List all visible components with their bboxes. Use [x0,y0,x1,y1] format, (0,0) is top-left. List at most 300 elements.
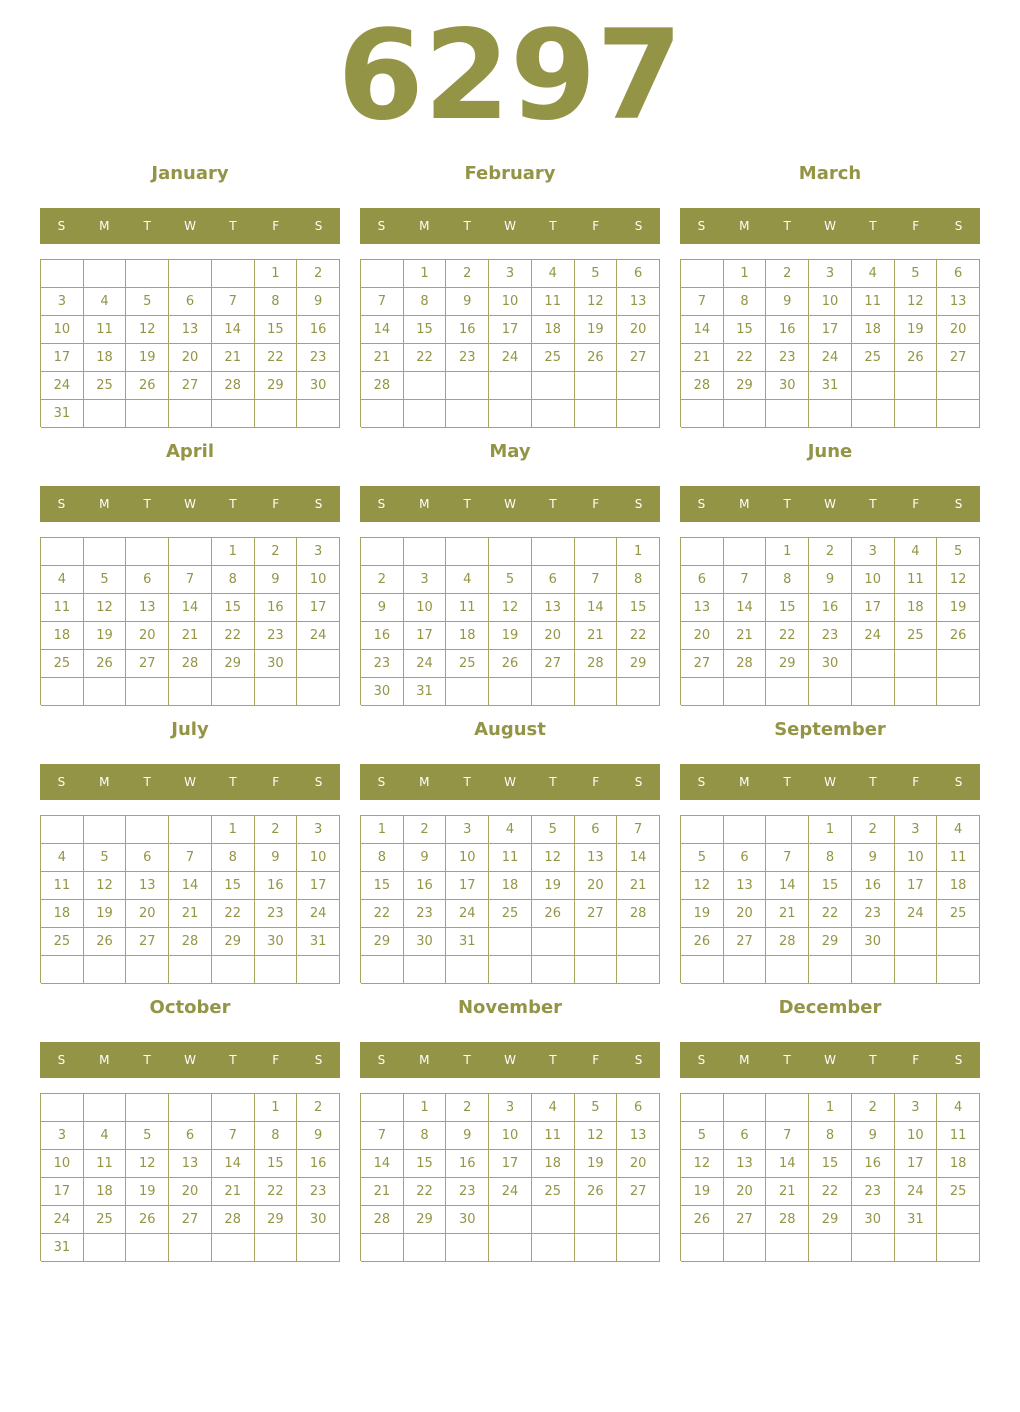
weekday-label: F [592,219,600,233]
day-cell: 12 [126,1150,169,1178]
empty-day-cell [126,678,169,706]
empty-day-cell [126,538,169,566]
day-cell: 3 [489,1094,532,1122]
empty-day-cell [446,400,489,428]
day-cell: 14 [169,594,212,622]
day-cell: 18 [41,622,84,650]
day-cell: 15 [212,594,255,622]
day-cell: 5 [681,1122,724,1150]
empty-day-cell [489,1234,532,1262]
day-cell: 10 [489,1122,532,1150]
day-cell: 27 [724,928,767,956]
empty-day-cell [532,678,575,706]
day-cell: 6 [724,1122,767,1150]
weekday-label: S [954,497,963,511]
day-cell: 17 [297,594,340,622]
day-cell: 25 [41,928,84,956]
day-cell: 3 [297,816,340,844]
day-cell: 29 [212,928,255,956]
month-name: March [798,163,862,184]
empty-day-cell [532,1234,575,1262]
weekday-label: S [377,497,386,511]
day-cell: 17 [489,316,532,344]
day-cell: 8 [212,566,255,594]
day-cell: 3 [895,816,938,844]
empty-day-cell [404,956,447,984]
day-cell: 20 [937,316,980,344]
day-cell: 5 [681,844,724,872]
day-cell: 15 [809,1150,852,1178]
weekday-header [40,208,340,244]
day-cell: 3 [446,816,489,844]
day-cell: 6 [681,566,724,594]
day-cell: 20 [126,622,169,650]
weekday-label: W [504,219,516,233]
day-cell: 16 [255,872,298,900]
day-cell: 2 [404,816,447,844]
empty-day-cell [169,1234,212,1262]
empty-day-cell [84,678,127,706]
weekday-label: M [739,1053,750,1067]
day-cell: 28 [361,372,404,400]
month-january [40,162,340,432]
empty-day-cell [126,260,169,288]
day-cell: 25 [895,622,938,650]
month-name: January [151,163,229,184]
day-cell: 31 [895,1206,938,1234]
empty-day-cell [84,1094,127,1122]
empty-day-cell [681,678,724,706]
day-cell: 17 [809,316,852,344]
day-cell: 11 [852,288,895,316]
day-cell: 23 [446,344,489,372]
day-cell: 16 [255,594,298,622]
empty-day-cell [895,956,938,984]
day-cell: 8 [404,288,447,316]
empty-day-cell [895,928,938,956]
month-september [680,718,980,988]
day-cell: 25 [937,900,980,928]
empty-day-cell [724,956,767,984]
weekday-label: W [184,219,196,233]
empty-day-cell [852,1234,895,1262]
weekday-label: M [99,775,110,789]
day-cell: 17 [404,622,447,650]
day-cell: 12 [84,594,127,622]
empty-day-cell [532,372,575,400]
empty-day-cell [809,400,852,428]
day-cell: 11 [532,288,575,316]
day-cell: 9 [404,844,447,872]
day-cell: 2 [852,816,895,844]
weekday-label: W [824,1053,836,1067]
day-cell: 11 [84,316,127,344]
empty-day-cell [809,956,852,984]
month-november [360,996,660,1266]
empty-day-cell [766,956,809,984]
day-cell: 19 [489,622,532,650]
day-cell: 4 [532,260,575,288]
day-cell: 22 [809,1178,852,1206]
day-cell: 15 [809,872,852,900]
day-cell: 19 [84,622,127,650]
empty-day-cell [404,538,447,566]
empty-day-cell [361,538,404,566]
day-cell: 4 [937,1094,980,1122]
day-cell: 21 [766,1178,809,1206]
day-cell: 27 [169,1206,212,1234]
day-cell: 22 [255,344,298,372]
month-name: September [774,719,886,740]
day-cell: 25 [489,900,532,928]
weekday-label: S [314,497,323,511]
day-cell: 7 [575,566,618,594]
day-cell: 14 [766,1150,809,1178]
weekday-header [40,764,340,800]
day-cell: 28 [766,1206,809,1234]
day-cell: 23 [404,900,447,928]
day-cell: 8 [617,566,660,594]
weekday-label: W [504,775,516,789]
day-cell: 19 [532,872,575,900]
day-cell: 26 [126,1206,169,1234]
day-cell: 19 [681,1178,724,1206]
weekday-label: S [314,775,323,789]
weekday-label: W [184,775,196,789]
day-cell: 14 [169,872,212,900]
empty-day-cell [852,956,895,984]
weekday-label: S [57,497,66,511]
empty-day-cell [724,678,767,706]
day-cell: 10 [297,844,340,872]
empty-day-cell [489,956,532,984]
day-cell: 19 [895,316,938,344]
weekday-label: F [272,497,280,511]
day-cell: 27 [617,1178,660,1206]
empty-day-cell [766,678,809,706]
weekday-label: S [697,497,706,511]
day-cell: 17 [852,594,895,622]
empty-day-cell [84,260,127,288]
weekday-label: T [783,497,791,511]
empty-day-cell [532,1206,575,1234]
day-cell: 25 [852,344,895,372]
day-cell: 13 [169,1150,212,1178]
day-cell: 14 [766,872,809,900]
day-cell: 4 [532,1094,575,1122]
day-cell: 25 [84,1206,127,1234]
day-cell: 14 [575,594,618,622]
day-cell: 26 [489,650,532,678]
day-cell: 18 [532,1150,575,1178]
day-cell: 21 [617,872,660,900]
day-cell: 12 [84,872,127,900]
empty-day-cell [532,538,575,566]
weekday-label: M [739,497,750,511]
day-cell: 8 [404,1122,447,1150]
day-cell: 4 [852,260,895,288]
day-cell: 19 [681,900,724,928]
empty-day-cell [255,956,298,984]
empty-day-cell [681,956,724,984]
day-cell: 18 [446,622,489,650]
empty-day-cell [489,400,532,428]
day-cell: 11 [446,594,489,622]
empty-day-cell [681,400,724,428]
day-cell: 23 [297,1178,340,1206]
day-cell: 7 [361,1122,404,1150]
day-cell: 18 [489,872,532,900]
day-cell: 22 [404,344,447,372]
month-august [360,718,660,988]
day-cell: 2 [255,816,298,844]
day-cell: 16 [361,622,404,650]
weekday-label: T [783,219,791,233]
weekday-label: F [592,775,600,789]
month-name: July [171,719,209,740]
day-cell: 5 [126,288,169,316]
day-cell: 25 [84,372,127,400]
weekday-label: T [143,497,151,511]
empty-day-cell [84,400,127,428]
day-grid [360,815,660,983]
day-cell: 3 [809,260,852,288]
day-cell: 20 [169,344,212,372]
day-cell: 17 [895,872,938,900]
day-cell: 27 [126,650,169,678]
empty-day-cell [169,260,212,288]
day-cell: 30 [852,928,895,956]
day-cell: 14 [212,1150,255,1178]
day-cell: 16 [404,872,447,900]
empty-day-cell [681,538,724,566]
day-cell: 27 [617,344,660,372]
day-cell: 20 [126,900,169,928]
day-cell: 5 [575,1094,618,1122]
day-cell: 21 [724,622,767,650]
day-cell: 11 [41,594,84,622]
weekday-label: F [592,497,600,511]
day-cell: 11 [84,1150,127,1178]
day-cell: 9 [766,288,809,316]
month-name: June [807,441,853,462]
day-cell: 27 [532,650,575,678]
day-cell: 5 [84,844,127,872]
day-cell: 14 [212,316,255,344]
day-cell: 24 [489,1178,532,1206]
empty-day-cell [617,956,660,984]
day-cell: 14 [617,844,660,872]
day-cell: 12 [937,566,980,594]
empty-day-cell [297,678,340,706]
empty-day-cell [575,1206,618,1234]
day-cell: 4 [937,816,980,844]
empty-day-cell [126,956,169,984]
empty-day-cell [532,400,575,428]
day-cell: 2 [852,1094,895,1122]
empty-day-cell [41,678,84,706]
day-cell: 15 [361,872,404,900]
day-cell: 10 [895,844,938,872]
day-cell: 13 [169,316,212,344]
day-cell: 16 [446,1150,489,1178]
empty-day-cell [575,1234,618,1262]
month-name: April [165,441,215,462]
month-name: December [778,997,882,1018]
day-cell: 28 [212,372,255,400]
empty-day-cell [937,956,980,984]
weekday-label: T [869,775,877,789]
day-cell: 6 [937,260,980,288]
empty-day-cell [681,816,724,844]
day-cell: 24 [41,1206,84,1234]
day-cell: 7 [212,1122,255,1150]
day-cell: 30 [297,1206,340,1234]
day-cell: 22 [212,622,255,650]
day-cell: 8 [809,1122,852,1150]
weekday-label: S [954,775,963,789]
day-grid [40,259,340,427]
weekday-label: T [229,775,237,789]
year-title: 6297 [337,4,683,148]
day-cell: 21 [361,1178,404,1206]
day-cell: 24 [41,372,84,400]
weekday-label: S [377,775,386,789]
day-cell: 20 [617,316,660,344]
empty-day-cell [212,956,255,984]
day-cell: 15 [212,872,255,900]
day-cell: 16 [809,594,852,622]
day-cell: 30 [446,1206,489,1234]
month-name: October [149,997,231,1018]
weekday-label: S [697,775,706,789]
day-cell: 2 [297,1094,340,1122]
empty-day-cell [937,400,980,428]
empty-day-cell [169,1094,212,1122]
empty-day-cell [766,400,809,428]
empty-day-cell [617,678,660,706]
empty-day-cell [41,1094,84,1122]
day-grid [680,1093,980,1261]
day-cell: 15 [766,594,809,622]
empty-day-cell [532,956,575,984]
day-cell: 2 [361,566,404,594]
empty-day-cell [126,816,169,844]
day-cell: 10 [809,288,852,316]
day-grid [680,259,980,427]
empty-day-cell [297,956,340,984]
day-cell: 22 [255,1178,298,1206]
day-cell: 4 [41,844,84,872]
weekday-label: T [783,775,791,789]
weekday-label: T [549,1053,557,1067]
weekday-label: T [783,1053,791,1067]
weekday-label: S [954,1053,963,1067]
day-cell: 28 [724,650,767,678]
day-cell: 6 [126,844,169,872]
day-cell: 30 [361,678,404,706]
month-july [40,718,340,988]
day-cell: 12 [489,594,532,622]
weekday-label: W [504,1053,516,1067]
empty-day-cell [852,400,895,428]
day-cell: 23 [852,900,895,928]
day-cell: 12 [126,316,169,344]
empty-day-cell [212,1234,255,1262]
day-cell: 10 [41,1150,84,1178]
day-cell: 31 [404,678,447,706]
day-cell: 4 [446,566,489,594]
day-cell: 19 [126,344,169,372]
empty-day-cell [84,956,127,984]
day-cell: 28 [169,928,212,956]
day-cell: 24 [489,344,532,372]
day-cell: 18 [84,344,127,372]
day-cell: 23 [297,344,340,372]
month-december [680,996,980,1266]
day-cell: 30 [255,650,298,678]
day-cell: 14 [681,316,724,344]
day-cell: 14 [361,1150,404,1178]
day-cell: 30 [297,372,340,400]
day-cell: 29 [361,928,404,956]
day-cell: 3 [404,566,447,594]
weekday-label: M [419,775,430,789]
day-cell: 15 [617,594,660,622]
day-cell: 10 [852,566,895,594]
day-cell: 7 [681,288,724,316]
day-cell: 2 [809,538,852,566]
day-cell: 13 [681,594,724,622]
day-cell: 18 [852,316,895,344]
day-cell: 29 [212,650,255,678]
day-cell: 23 [255,622,298,650]
empty-day-cell [361,400,404,428]
day-cell: 14 [724,594,767,622]
day-grid [680,815,980,983]
day-cell: 6 [575,816,618,844]
day-cell: 15 [724,316,767,344]
day-cell: 9 [809,566,852,594]
day-cell: 24 [297,900,340,928]
day-cell: 20 [681,622,724,650]
empty-day-cell [766,816,809,844]
day-cell: 26 [895,344,938,372]
weekday-label: S [634,497,643,511]
day-cell: 27 [681,650,724,678]
day-cell: 13 [724,1150,767,1178]
day-cell: 23 [361,650,404,678]
weekday-label: T [229,497,237,511]
day-cell: 5 [937,538,980,566]
weekday-label: M [99,497,110,511]
empty-day-cell [937,1234,980,1262]
empty-day-cell [446,1234,489,1262]
day-cell: 13 [575,844,618,872]
empty-day-cell [212,678,255,706]
empty-day-cell [404,372,447,400]
day-cell: 6 [617,260,660,288]
weekday-label: W [504,497,516,511]
empty-day-cell [617,400,660,428]
weekday-header [40,486,340,522]
day-cell: 22 [617,622,660,650]
day-cell: 4 [895,538,938,566]
weekday-label: T [869,219,877,233]
weekday-label: F [912,775,920,789]
day-cell: 29 [404,1206,447,1234]
day-cell: 22 [212,900,255,928]
